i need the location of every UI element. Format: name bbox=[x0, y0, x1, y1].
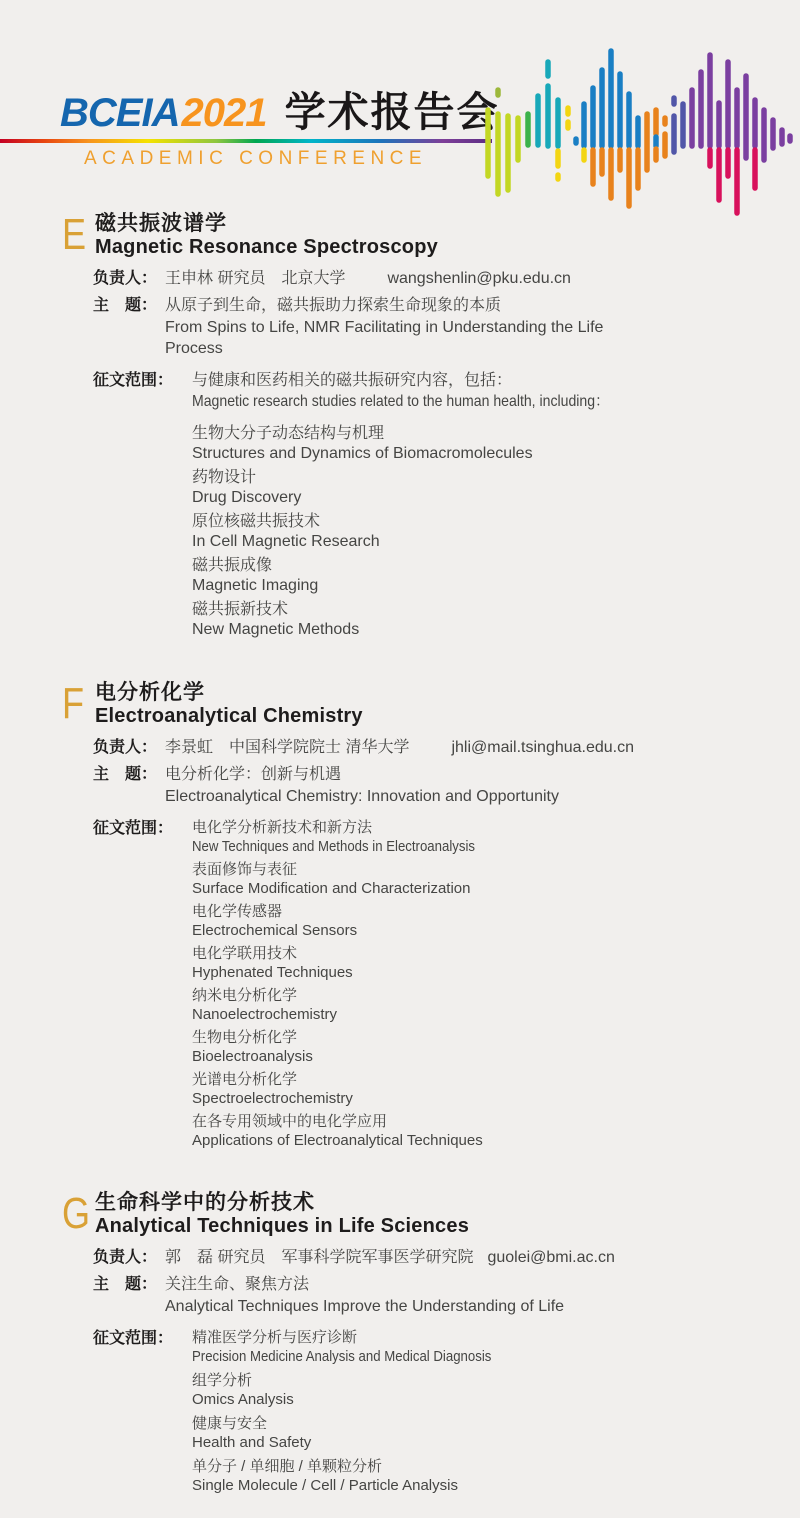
scope-item-en: Bioelectroanalysis bbox=[192, 1048, 313, 1065]
section-f-letter: F bbox=[62, 679, 85, 728]
scope-item-zh: 健康与安全 bbox=[192, 1415, 268, 1432]
scope-item-en: Electrochemical Sensors bbox=[192, 922, 358, 939]
logo-bceia-text: BCEIA bbox=[60, 91, 180, 135]
section-f-heading bbox=[0, 681, 760, 728]
person-label: 负责人： bbox=[93, 1249, 158, 1266]
scope-item-zh: 在各专用领域中的电化学应用 bbox=[192, 1113, 388, 1130]
person-email: guolei@bmi.ac.cn bbox=[487, 1249, 615, 1266]
topic-label: 主 题： bbox=[93, 297, 158, 314]
section-e bbox=[0, 212, 760, 644]
scope-item-zh: 电化学传感器 bbox=[192, 903, 283, 920]
scope-item bbox=[192, 424, 666, 464]
logo-title bbox=[60, 89, 500, 135]
scope-item-en: Health and Safety bbox=[192, 1434, 312, 1451]
topic-row bbox=[0, 1274, 760, 1317]
scope-item-zh: 电化学联用技术 bbox=[192, 945, 298, 962]
scope-item-en: Magnetic Imaging bbox=[192, 577, 319, 594]
person-row bbox=[0, 268, 760, 289]
scope-item-en: Structures and Dynamics of Biomacromolecules bbox=[192, 445, 533, 462]
scope-item-en: Spectroelectrochemistry bbox=[192, 1090, 353, 1107]
person-row bbox=[0, 1247, 760, 1268]
person-name-affiliation: 郭 磊 研究员 军事科学院军事医学研究院 bbox=[165, 1249, 474, 1266]
scope-item bbox=[192, 1070, 514, 1108]
topic-label: 主 题： bbox=[93, 766, 158, 783]
scope-item bbox=[192, 1457, 532, 1495]
section-e-title-en: Magnetic Resonance Spectroscopy bbox=[95, 236, 438, 258]
logo-year-text: 2021 bbox=[181, 91, 267, 135]
person-email: wangshenlin@pku.edu.cn bbox=[387, 270, 571, 287]
topic-row bbox=[0, 295, 760, 359]
scope-intro bbox=[192, 370, 666, 412]
section-e-letter: E bbox=[62, 210, 87, 259]
main-content bbox=[0, 212, 800, 1500]
scope-item-zh: 原位核磁共振技术 bbox=[192, 513, 321, 530]
logo-chinese-title: 学术报告会 bbox=[284, 89, 500, 135]
scope-item-en: Omics Analysis bbox=[192, 1391, 294, 1408]
person-name-affiliation: 王申林 研究员 北京大学 bbox=[165, 270, 346, 287]
person-label: 负责人： bbox=[93, 739, 158, 756]
scope-item-zh: 生物大分子动态结构与机理 bbox=[192, 425, 385, 442]
scope-item-zh: 药物设计 bbox=[192, 469, 257, 486]
scope-item bbox=[192, 600, 666, 640]
scope-item bbox=[192, 1371, 532, 1409]
scope-item-zh: 单分子 / 单细胞 / 单颗粒分析 bbox=[192, 1458, 383, 1475]
scope-label: 征文范围： bbox=[93, 1330, 174, 1347]
person-email: jhli@mail.tsinghua.edu.cn bbox=[451, 739, 635, 756]
scope-item bbox=[192, 986, 514, 1024]
scope-row bbox=[0, 370, 760, 644]
scope-item-zh: 光谱电分析化学 bbox=[192, 1071, 298, 1088]
scope-item-en: Surface Modification and Characterization bbox=[192, 880, 471, 897]
section-f-title-zh: 电分析化学 bbox=[95, 681, 205, 704]
section-f-title-en: Electroanalytical Chemistry bbox=[95, 705, 363, 727]
scope-item-en: Nanoelectrochemistry bbox=[192, 1006, 338, 1023]
logo-block bbox=[60, 89, 500, 135]
scope-item bbox=[192, 468, 666, 508]
scope-item-en: New Techniques and Methods in Electroanalysis bbox=[192, 838, 475, 855]
topic-en: Analytical Techniques Improve the Understanding of Life bbox=[165, 1298, 565, 1315]
scope-intro-zh: 与健康和医药相关的磁共振研究内容，包括： bbox=[192, 372, 513, 389]
section-g bbox=[0, 1191, 760, 1500]
scope-row bbox=[0, 818, 760, 1154]
scope-item-zh: 表面修饰与表征 bbox=[192, 861, 298, 878]
scope-item-zh: 磁共振新技术 bbox=[192, 601, 289, 618]
topic-row bbox=[0, 764, 760, 807]
topic-en: Electroanalytical Chemistry: Innovation and Opportunity bbox=[165, 788, 559, 805]
person-name-affiliation: 李景虹 中国科学院院士 清华大学 bbox=[165, 739, 410, 756]
scope-item-zh: 电化学分析新技术和新方法 bbox=[192, 819, 373, 836]
scope-item-zh: 生物电分析化学 bbox=[192, 1029, 298, 1046]
conference-subtitle: ACADEMIC CONFERENCE bbox=[84, 148, 428, 169]
scope-item-en: Single Molecule / Cell / Particle Analysis bbox=[192, 1477, 458, 1494]
scope-item bbox=[192, 512, 666, 552]
scope-row bbox=[0, 1328, 760, 1500]
header bbox=[0, 0, 800, 212]
scope-item-zh: 组学分析 bbox=[192, 1372, 253, 1389]
scope-item-zh: 磁共振成像 bbox=[192, 557, 273, 574]
section-g-heading bbox=[0, 1191, 760, 1238]
audio-wave-graphic bbox=[478, 48, 796, 220]
scope-item bbox=[192, 944, 514, 982]
topic-zh: 关注生命、聚焦方法 bbox=[165, 1276, 310, 1293]
section-g-letter: G bbox=[62, 1189, 91, 1238]
topic-zh: 从原子到生命，磁共振助力探索生命现象的本质 bbox=[165, 297, 502, 314]
scope-item-en: New Magnetic Methods bbox=[192, 621, 360, 638]
scope-item bbox=[192, 556, 666, 596]
scope-item-zh: 纳米电分析化学 bbox=[192, 987, 298, 1004]
scope-item-en: Precision Medicine Analysis and Medical Diagnosis bbox=[192, 1348, 492, 1365]
section-e-title-zh: 磁共振波谱学 bbox=[95, 212, 227, 235]
person-row bbox=[0, 737, 760, 758]
topic-label: 主 题： bbox=[93, 1276, 158, 1293]
scope-item bbox=[192, 1328, 532, 1366]
scope-label: 征文范围： bbox=[93, 820, 174, 837]
scope-item bbox=[192, 860, 514, 898]
rainbow-divider-line bbox=[0, 139, 492, 143]
section-g-title-zh: 生命科学中的分析技术 bbox=[95, 1191, 315, 1214]
section-f bbox=[0, 681, 760, 1154]
scope-item bbox=[192, 818, 514, 856]
scope-item bbox=[192, 902, 514, 940]
topic-zh: 电分析化学：创新与机遇 bbox=[165, 766, 342, 783]
scope-intro-en: Magnetic research studies related to the human health, including： bbox=[192, 393, 610, 410]
scope-item-en: Hyphenated Techniques bbox=[192, 964, 353, 981]
scope-item-en: Applications of Electroanalytical Techniques bbox=[192, 1132, 483, 1149]
scope-item-en: In Cell Magnetic Research bbox=[192, 533, 380, 550]
scope-item bbox=[192, 1112, 514, 1150]
scope-item-en: Drug Discovery bbox=[192, 489, 302, 506]
scope-item bbox=[192, 1028, 514, 1066]
scope-item bbox=[192, 1414, 532, 1452]
person-label: 负责人： bbox=[93, 270, 158, 287]
section-g-title-en: Analytical Techniques in Life Sciences bbox=[95, 1215, 470, 1237]
scope-label: 征文范围： bbox=[93, 372, 174, 389]
scope-item-zh: 精准医学分析与医疗诊断 bbox=[192, 1329, 358, 1346]
topic-en: From Spins to Life, NMR Facilitating in Understanding the Life Process bbox=[165, 319, 604, 357]
